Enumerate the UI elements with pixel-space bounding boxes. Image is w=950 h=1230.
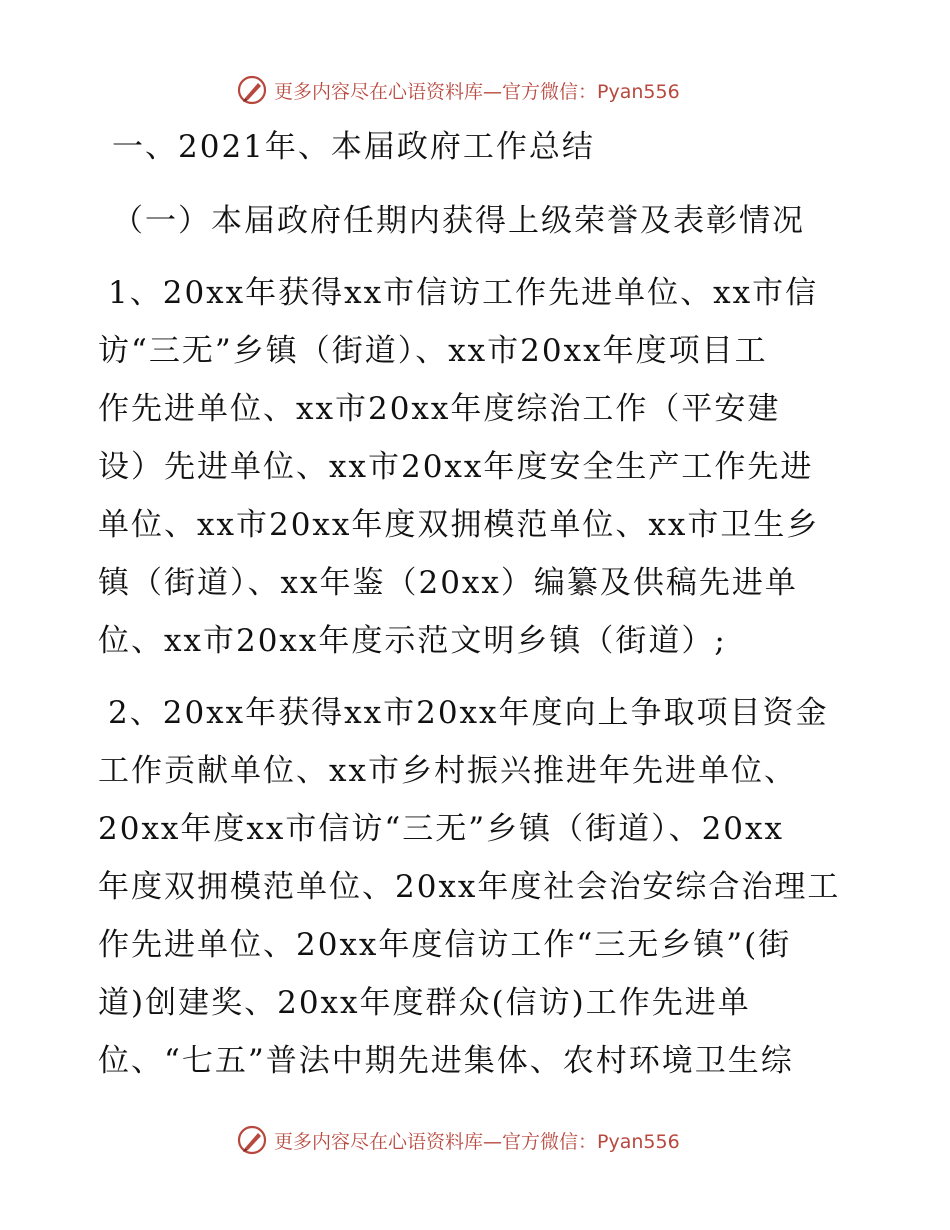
paragraph-line: 工作贡献单位、xx市乡村振兴推进年先进单位、 — [98, 753, 797, 789]
paragraph-1 — [98, 264, 858, 670]
paragraph-2 — [98, 684, 858, 1090]
watermark-header — [236, 72, 680, 108]
pen-logo-icon — [236, 74, 268, 106]
paragraph-line: 位、xx市20xx年度示范文明乡镇（街道）; — [98, 623, 727, 659]
watermark-text: 更多内容尽在心语资料库—官方微信：Pyan556 — [274, 1130, 680, 1153]
watermark-text: 更多内容尽在心语资料库—官方微信：Pyan556 — [274, 80, 680, 103]
paragraph-line: 设）先进单位、xx市20xx年度安全生产工作先进 — [98, 449, 814, 485]
paragraph-line: 单位、xx市20xx年度双拥模范单位、xx市卫生乡 — [98, 507, 820, 543]
paragraph-line: 位、“七五”普法中期先进集体、农村环境卫生综 — [98, 1043, 794, 1079]
section-heading: 一、2021年、本届政府工作总结 — [112, 129, 595, 165]
paragraph-line: 2、20xx年获得xx市20xx年度向上争取项目资金 — [108, 695, 829, 731]
paragraph-line: 年度双拥模范单位、20xx年度社会治安综合治理工 — [98, 869, 841, 905]
paragraph-line: 20xx年度xx市信访“三无”乡镇（街道）、20xx — [98, 811, 784, 847]
paragraph-line: 1、20xx年获得xx市信访工作先进单位、xx市信 — [108, 275, 819, 311]
paragraph-line: 道)创建奖、20xx年度群众(信访)工作先进单 — [98, 985, 751, 1021]
paragraph-line: 访“三无”乡镇（街道）、xx市20xx年度项目工 — [98, 333, 768, 369]
watermark-footer — [236, 1122, 680, 1158]
pen-logo-icon — [236, 1124, 268, 1156]
subsection-heading: （一）本届政府任期内获得上级荣誉及表彰情况 — [112, 203, 805, 239]
paragraph-line: 作先进单位、xx市20xx年度综治工作（平安建 — [98, 391, 781, 427]
paragraph-line: 作先进单位、20xx年度信访工作“三无乡镇”(街 — [98, 927, 792, 963]
paragraph-line: 镇（街道）、xx年鉴（20xx）编纂及供稿先进单 — [98, 565, 798, 601]
document-body — [98, 118, 858, 1090]
